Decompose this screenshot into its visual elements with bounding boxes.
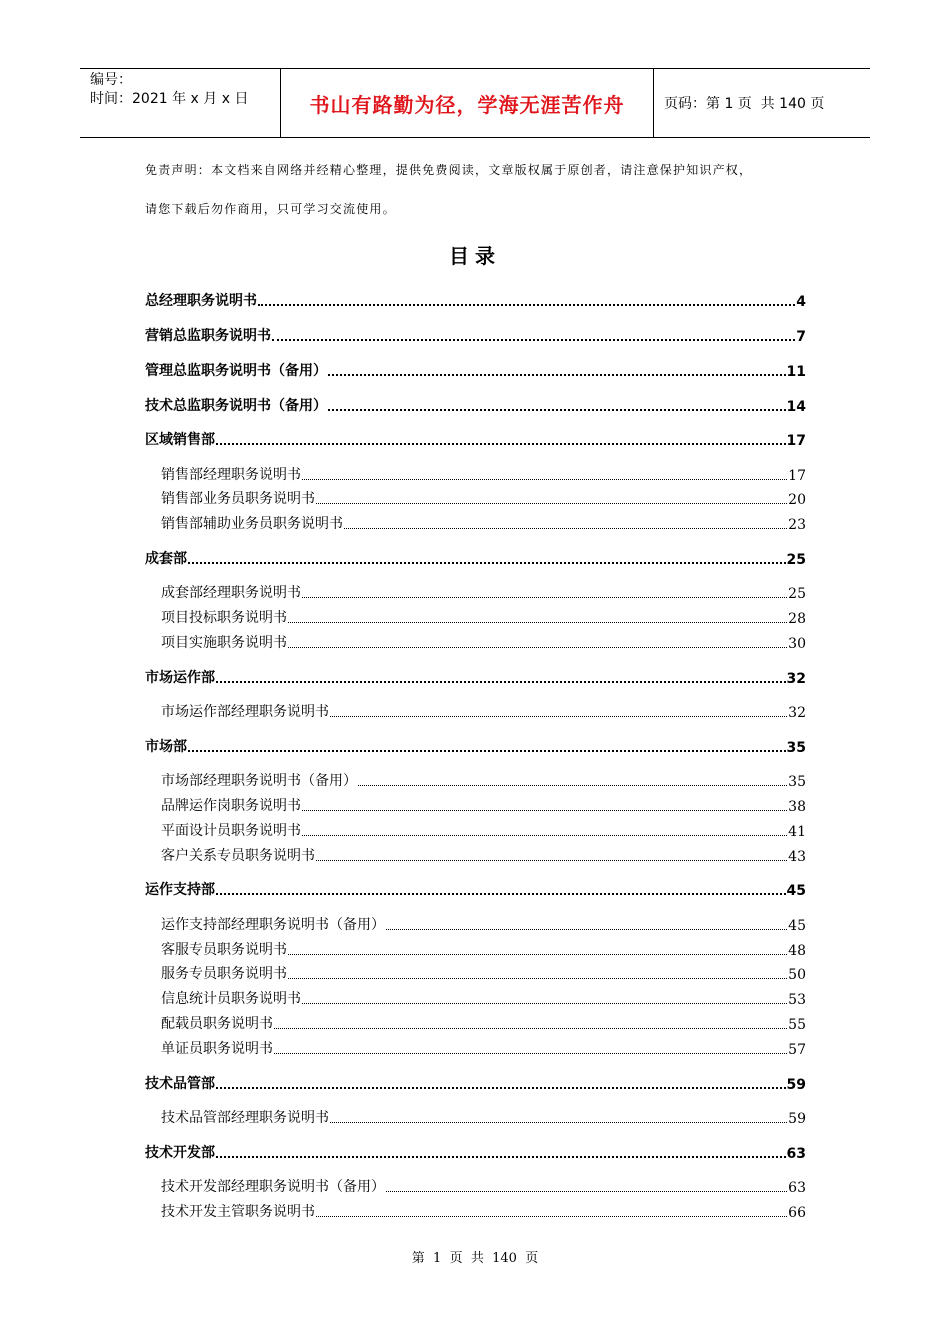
toc-entry-page-number: 63 bbox=[786, 1146, 806, 1162]
toc-dot-leader bbox=[358, 785, 787, 786]
toc-entry-label: 销售部业务员职务说明书 bbox=[161, 491, 315, 507]
toc-subsection-entry[interactable] bbox=[161, 1013, 806, 1033]
toc-entry-page-number: 41 bbox=[788, 824, 806, 840]
toc-section-entry[interactable] bbox=[145, 395, 806, 415]
toc-subsection-entry[interactable] bbox=[161, 963, 806, 983]
toc-dot-leader bbox=[258, 304, 795, 306]
toc-entry-label: 客户关系专员职务说明书 bbox=[161, 848, 315, 864]
toc-dot-leader bbox=[316, 503, 787, 504]
toc-section-entry[interactable] bbox=[145, 548, 806, 568]
toc-dot-leader bbox=[316, 1216, 787, 1217]
toc-title: 目录 bbox=[449, 244, 501, 268]
toc-dot-leader bbox=[272, 339, 795, 341]
toc-entry-label: 技术开发主管职务说明书 bbox=[161, 1204, 315, 1220]
document-number-label: 编号： bbox=[90, 72, 132, 88]
toc-entry-page-number: 55 bbox=[788, 1017, 806, 1033]
toc-entry-label: 市场部经理职务说明书（备用） bbox=[161, 773, 357, 789]
toc-section-entry[interactable] bbox=[145, 360, 806, 380]
toc-subsection-entry[interactable] bbox=[161, 988, 806, 1008]
toc-section-entry[interactable] bbox=[145, 879, 806, 899]
toc-entry-label: 总经理职务说明书 bbox=[145, 293, 257, 309]
toc-dot-leader bbox=[330, 716, 787, 717]
toc-entry-label: 技术总监职务说明书（备用） bbox=[145, 398, 327, 414]
toc-subsection-entry[interactable] bbox=[161, 488, 806, 508]
toc-entry-page-number: 7 bbox=[796, 329, 806, 345]
toc-entry-page-number: 45 bbox=[788, 918, 806, 934]
toc-dot-leader bbox=[386, 1191, 787, 1192]
toc-subsection-entry[interactable] bbox=[161, 845, 806, 865]
toc-entry-page-number: 25 bbox=[788, 586, 806, 602]
toc-section-entry[interactable] bbox=[145, 325, 806, 345]
header-motto: 书山有路勤为径，学海无涯苦作舟 bbox=[281, 69, 654, 137]
toc-entry-label: 营销总监职务说明书 bbox=[145, 328, 271, 344]
toc-entry-label: 技术开发部 bbox=[145, 1145, 215, 1161]
toc-dot-leader bbox=[216, 1087, 786, 1089]
page-footer bbox=[0, 1247, 950, 1266]
toc-subsection-entry[interactable] bbox=[161, 1176, 806, 1196]
toc-entry-page-number: 4 bbox=[796, 294, 806, 310]
toc-subsection-entry[interactable] bbox=[161, 607, 806, 627]
toc-dot-leader bbox=[288, 647, 787, 648]
toc-subsection-entry[interactable] bbox=[161, 820, 806, 840]
toc-dot-leader bbox=[288, 622, 787, 623]
toc-entry-label: 配载员职务说明书 bbox=[161, 1016, 273, 1032]
toc-entry-label: 项目实施职务说明书 bbox=[161, 635, 287, 651]
toc-entry-page-number: 17 bbox=[786, 433, 806, 449]
disclaimer-line-1: 免责声明：本文档来自网络并经精心整理，提供免费阅读，文章版权属于原创者，请注意保护知识产权， bbox=[145, 163, 753, 177]
toc-entry-label: 管理总监职务说明书（备用） bbox=[145, 363, 327, 379]
toc-entry-page-number: 45 bbox=[786, 883, 806, 899]
toc-dot-leader bbox=[328, 409, 786, 411]
toc-dot-leader bbox=[288, 978, 787, 979]
toc-entry-page-number: 57 bbox=[788, 1042, 806, 1058]
toc-entry-page-number: 23 bbox=[788, 517, 806, 533]
toc-entry-label: 技术品管部经理职务说明书 bbox=[161, 1110, 329, 1126]
toc-entry-page-number: 32 bbox=[788, 705, 806, 721]
document-time-label: 时间：2021 年 x 月 x 日 bbox=[90, 91, 249, 107]
toc-entry-label: 区域销售部 bbox=[145, 432, 215, 448]
header-page-info-text: 页码：第 1 页 共 140 页 bbox=[664, 96, 825, 112]
toc-dot-leader bbox=[274, 1053, 787, 1054]
toc-entry-label: 市场部 bbox=[145, 739, 187, 755]
toc-entry-page-number: 20 bbox=[788, 492, 806, 508]
toc-section-entry[interactable] bbox=[145, 429, 806, 449]
toc-entry-page-number: 30 bbox=[788, 636, 806, 652]
toc-entry-page-number: 38 bbox=[788, 799, 806, 815]
toc-entry-page-number: 48 bbox=[788, 943, 806, 959]
toc-dot-leader bbox=[316, 860, 787, 861]
toc-entry-page-number: 66 bbox=[788, 1205, 806, 1221]
toc-entry-label: 项目投标职务说明书 bbox=[161, 610, 287, 626]
toc-entry-page-number: 25 bbox=[786, 552, 806, 568]
toc-dot-leader bbox=[288, 954, 787, 955]
toc-entry-label: 运作支持部 bbox=[145, 882, 215, 898]
page-header bbox=[80, 68, 870, 138]
toc-entry-label: 运作支持部经理职务说明书（备用） bbox=[161, 917, 385, 933]
toc-dot-leader bbox=[188, 750, 786, 752]
footer-page-number: 第 1 页 共 140 页 bbox=[411, 1251, 539, 1266]
toc-subsection-entry[interactable] bbox=[161, 632, 806, 652]
toc-entry-label: 信息统计员职务说明书 bbox=[161, 991, 301, 1007]
toc-dot-leader bbox=[216, 1156, 786, 1158]
toc-dot-leader bbox=[302, 597, 787, 598]
header-page-info bbox=[654, 69, 870, 137]
toc-entry-label: 客服专员职务说明书 bbox=[161, 942, 287, 958]
toc-entry-label: 服务专员职务说明书 bbox=[161, 966, 287, 982]
toc-section-entry[interactable] bbox=[145, 290, 806, 310]
toc-entry-label: 销售部经理职务说明书 bbox=[161, 467, 301, 483]
toc-subsection-entry[interactable] bbox=[161, 1201, 806, 1221]
toc-entry-page-number: 59 bbox=[786, 1077, 806, 1093]
toc-entry-page-number: 11 bbox=[786, 364, 806, 380]
toc-entry-page-number: 43 bbox=[788, 849, 806, 865]
toc-dot-leader bbox=[344, 528, 787, 529]
toc-entry-page-number: 35 bbox=[786, 740, 806, 756]
toc-entry-page-number: 50 bbox=[788, 967, 806, 983]
toc-dot-leader bbox=[188, 562, 786, 564]
toc-dot-leader bbox=[274, 1028, 787, 1029]
toc-entry-label: 技术开发部经理职务说明书（备用） bbox=[161, 1179, 385, 1195]
toc-subsection-entry[interactable] bbox=[161, 464, 806, 484]
toc-section-entry[interactable] bbox=[145, 1073, 806, 1093]
toc-subsection-entry[interactable] bbox=[161, 1038, 806, 1058]
toc-entry-label: 市场运作部 bbox=[145, 670, 215, 686]
toc-entry-label: 市场运作部经理职务说明书 bbox=[161, 704, 329, 720]
toc-subsection-entry[interactable] bbox=[161, 1107, 806, 1127]
toc-entry-label: 成套部经理职务说明书 bbox=[161, 585, 301, 601]
toc-dot-leader bbox=[302, 479, 787, 480]
toc-section-entry[interactable] bbox=[145, 1142, 806, 1162]
toc-dot-leader bbox=[216, 893, 786, 895]
toc-subsection-entry[interactable] bbox=[161, 582, 806, 602]
toc-dot-leader bbox=[386, 929, 787, 930]
toc-dot-leader bbox=[328, 374, 786, 376]
toc-entry-label: 技术品管部 bbox=[145, 1076, 215, 1092]
toc-dot-leader bbox=[302, 810, 787, 811]
toc-entry-page-number: 17 bbox=[788, 468, 806, 484]
toc-subsection-entry[interactable] bbox=[161, 770, 806, 790]
toc-entry-label: 销售部辅助业务员职务说明书 bbox=[161, 516, 343, 532]
toc-subsection-entry[interactable] bbox=[161, 701, 806, 721]
toc-entry-label: 单证员职务说明书 bbox=[161, 1041, 273, 1057]
toc-entry-label: 品牌运作岗职务说明书 bbox=[161, 798, 301, 814]
toc-entry-page-number: 14 bbox=[786, 399, 806, 415]
header-meta bbox=[80, 69, 281, 137]
toc-dot-leader bbox=[216, 443, 786, 445]
toc-section-entry[interactable] bbox=[145, 667, 806, 687]
toc-entry-page-number: 28 bbox=[788, 611, 806, 627]
toc-subsection-entry[interactable] bbox=[161, 795, 806, 815]
toc-entry-page-number: 53 bbox=[788, 992, 806, 1008]
toc-dot-leader bbox=[302, 1003, 787, 1004]
disclaimer-line-2: 请您下载后勿作商用，只可学习交流使用。 bbox=[145, 202, 396, 216]
toc-entry-label: 平面设计员职务说明书 bbox=[161, 823, 301, 839]
toc-entry-page-number: 63 bbox=[788, 1180, 806, 1196]
toc-subsection-entry[interactable] bbox=[161, 513, 806, 533]
toc-entry-page-number: 35 bbox=[788, 774, 806, 790]
toc-dot-leader bbox=[330, 1122, 787, 1123]
toc-subsection-entry[interactable] bbox=[161, 939, 806, 959]
toc-entry-label: 成套部 bbox=[145, 551, 187, 567]
toc-subsection-entry[interactable] bbox=[161, 914, 806, 934]
toc-dot-leader bbox=[302, 835, 787, 836]
toc-entry-page-number: 32 bbox=[786, 671, 806, 687]
toc-dot-leader bbox=[216, 681, 786, 683]
toc-entry-page-number: 59 bbox=[788, 1111, 806, 1127]
toc-section-entry[interactable] bbox=[145, 736, 806, 756]
